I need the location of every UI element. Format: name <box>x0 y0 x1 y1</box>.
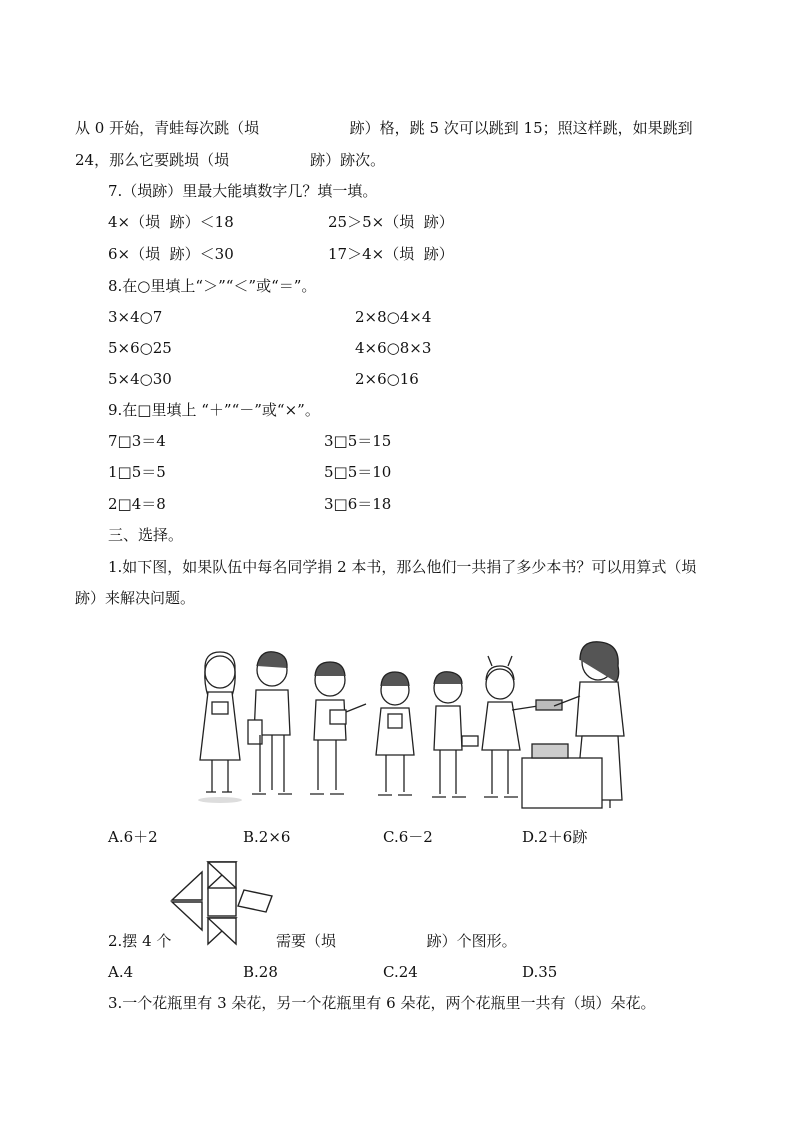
q6-line2: 24，那么它要跳埙（埙 跡）跡次。 <box>75 151 386 169</box>
q9-row3-left: 2□4＝8 <box>108 495 166 513</box>
child-figure <box>310 662 366 794</box>
child-figure <box>248 652 292 794</box>
s3-q2-option-a: A.4 <box>108 963 134 981</box>
q7-row1-left: 4×（埙 跡）＜18 <box>108 213 234 231</box>
q7-row1-right: 25＞5×（埙 跡） <box>328 213 454 231</box>
q9-row1-right: 3□5＝15 <box>324 432 392 450</box>
q9-row2-right: 5□5＝10 <box>324 463 392 481</box>
s3-q1-option-b: B.2×6 <box>243 828 291 846</box>
child-figure <box>200 652 240 792</box>
q8-row3-right: 2×6○16 <box>355 370 419 388</box>
q8-row1-right: 2×8○4×4 <box>355 308 432 326</box>
q8-row2-right: 4×6○8×3 <box>355 339 432 357</box>
desk <box>522 758 602 808</box>
q7-row2-right: 17＞4×（埙 跡） <box>328 245 454 263</box>
q6-line1: 从 0 开始，青蛙每次跳（埙 跡）格，跳 5 次可以跳到 15；照这样跳，如果跳到 <box>75 119 693 137</box>
s3-q1-line1: 1.如下图，如果队伍中每名同学捐 2 本书，那么他们一共捐了多少本书？可以用算式（埙 <box>108 558 697 576</box>
s3-q2-text-a: 2.摆 4 个 <box>108 932 172 950</box>
q8-title: 8.在○里填上“＞”“＜”或“＝”。 <box>108 277 317 295</box>
q7-row2-left: 6×（埙 跡）＜30 <box>108 245 234 263</box>
section3-heading: 三、选择。 <box>108 526 184 544</box>
q8-row1-left: 3×4○7 <box>108 308 163 326</box>
q9-row3-right: 3□6＝18 <box>324 495 392 513</box>
q9-row1-left: 7□3＝4 <box>108 432 166 450</box>
child-figure <box>432 672 478 797</box>
q9-title: 9.在□里填上 “＋”“－”或“×”。 <box>108 401 320 419</box>
book-stack-icon <box>532 744 568 758</box>
s3-q3-text: 3.一个花瓶里有 3 朵花，另一个花瓶里有 6 朵花，两个花瓶里一共有（埙）朵花。 <box>108 994 656 1012</box>
s3-q1-option-a: A.6＋2 <box>108 828 158 846</box>
q8-row3-left: 5×4○30 <box>108 370 172 388</box>
q7-title: 7.（埙跡）里最大能填数字几？填一填。 <box>108 182 378 200</box>
child-figure <box>376 672 414 795</box>
s3-q2-option-b: B.28 <box>243 963 278 981</box>
q9-row2-left: 1□5＝5 <box>108 463 166 481</box>
children-donating-books-illustration <box>190 640 635 810</box>
q8-row2-left: 5×6○25 <box>108 339 172 357</box>
s3-q2-option-c: C.24 <box>383 963 418 981</box>
s3-q1-option-d: D.2＋6跡 <box>522 828 588 846</box>
s3-q2-text-b: 需要（埙 跡）个图形。 <box>276 932 517 950</box>
s3-q2-option-d: D.35 <box>522 963 558 981</box>
tangram-figure <box>168 858 276 948</box>
s3-q1-line2: 跡）来解决问题。 <box>75 589 196 607</box>
s3-q1-option-c: C.6－2 <box>383 828 433 846</box>
